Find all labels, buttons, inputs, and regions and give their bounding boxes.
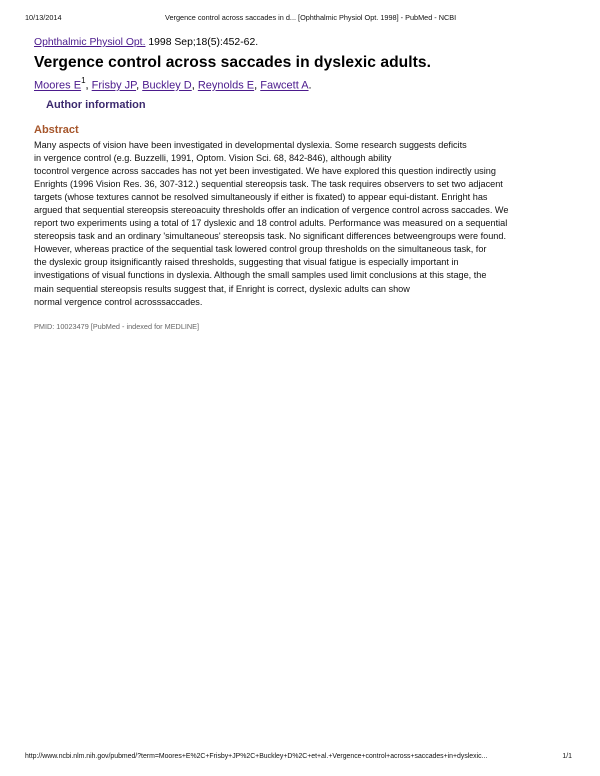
abstract-line: report two experiments using a total of 17 dyslexic and 18 control adults. Performance was measured on a sequential <box>34 218 508 229</box>
author-link[interactable]: Fawcett A <box>260 79 309 92</box>
print-page-title: Vergence control across saccades in d... [Ophthalmic Physiol Opt. 1998] - PubMed - NCBI <box>165 13 457 22</box>
author-separator: , <box>254 79 261 92</box>
author-link[interactable]: Moores E <box>34 79 82 92</box>
author-separator: , <box>191 79 198 92</box>
author-link[interactable]: Buckley D <box>142 79 192 92</box>
abstract-line: However, whereas practice of the sequential task lowered control group thresholds on the simultaneous task, for <box>34 244 487 255</box>
abstract-text <box>34 139 574 309</box>
abstract-line: Many aspects of vision have been investigated in developmental dyslexia. Some research suggests deficits <box>34 140 467 150</box>
abstract-line: investigations of visual functions in dyslexia. Although the small samples used limit conclusions at this stage, the <box>34 270 487 281</box>
abstract-line: stereopsis task and an ordinary 'simultaneous' stereopsis task. No significant differences betweengroups were found. <box>34 231 506 242</box>
abstract-line: Enrights (1996 Vision Res. 36, 307-312.) sequential stereopsis task. The task requires observers to set two adjacent <box>34 179 503 190</box>
affiliation-superscript: 1 <box>81 76 86 85</box>
author-information-toggle[interactable]: Author information <box>46 99 146 111</box>
article-title: Vergence control across saccades in dyslexic adults. <box>34 54 431 71</box>
print-date: 10/13/2014 <box>25 13 62 22</box>
author-separator: , <box>136 79 143 92</box>
author-separator: . <box>308 79 312 92</box>
journal-link[interactable]: Ophthalmic Physiol Opt. <box>34 37 146 48</box>
print-page-number: 1/1 <box>562 753 572 760</box>
author-separator: , <box>85 79 92 92</box>
author-link[interactable]: Reynolds E <box>197 79 255 92</box>
abstract-line: tocontrol vergence across saccades has not yet been investigated. We have explored this question indirectly using <box>34 166 496 177</box>
abstract-line: main sequential stereopsis results suggest that, if Enright is correct, dyslexic adults can show <box>34 283 410 294</box>
abstract-heading: Abstract <box>34 124 79 136</box>
author-link[interactable]: Frisby JP <box>91 79 137 92</box>
citation-details: 1998 Sep;18(5):452-62. <box>148 37 259 48</box>
print-url: http://www.ncbi.nlm.nih.gov/pubmed/?term=Moores+E%2C+Frisby+JP%2C+Buckley+D%2C+et+al.+Vergence+control+across+saccades+in+dyslexic... <box>25 753 488 760</box>
abstract-line: normal vergence control acrosssaccades. <box>34 296 203 307</box>
abstract-line: targets (whose textures cannot be resolved simultaneously if either is fixated) to appear equi-distant. Enright has <box>34 192 488 203</box>
abstract-line: the dyslexic group itsignificantly raised thresholds, suggesting that visual fatigue is especially important in <box>34 257 459 268</box>
abstract-line: in vergence control (e.g. Buzzelli, 1991, Optom. Vision Sci. 68, 842-846), although ability <box>34 153 392 164</box>
author-list <box>34 77 312 92</box>
citation-line <box>34 37 258 48</box>
pmid-line: PMID: 10023479 [PubMed - indexed for MEDLINE] <box>34 322 200 331</box>
abstract-line: argued that sequential stereopsis stereoacuity thresholds offer an indication of vergence control across saccades. We <box>34 205 509 216</box>
